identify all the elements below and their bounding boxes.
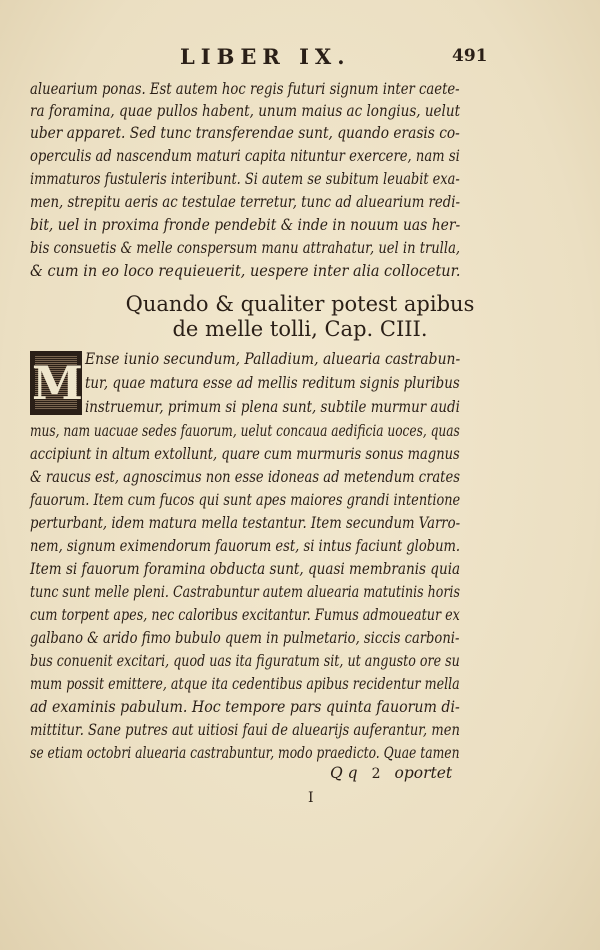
signature-number: 2 [371, 766, 381, 782]
text-line: uber apparet. Sed tunc transferendae sunt, quando erasis co- [30, 124, 460, 142]
text-line: Item si fauorum foramina obducta sunt, quasi membranis quia [30, 560, 461, 578]
text-line: & raucus est, agnoscimus non esse idoneas ad metendum crates [30, 468, 460, 486]
text-line: galbano & arido fimo bubulo quem in pulmetario, siccis carboni- [30, 629, 460, 647]
text-line: operculis ad nascendum maturi capita nituntur exercere, nam si [30, 147, 460, 165]
catchword: oportet [394, 764, 453, 782]
text-line: accipiunt in altum extollunt, quare cum murmuris sonus magnus [30, 445, 460, 463]
text-line: tunc sunt melle pleni. Castrabuntur autem aluearia matutinis horis [30, 583, 460, 601]
text-line: Ense iunio secundum, Palladium, aluearia castrabun- [85, 350, 461, 368]
text-line: perturbant, idem matura mella testantur. Item secundum Varro- [30, 514, 461, 532]
text-line: cum torpent apes, nec caloribus excitantur. Fumus admoueatur ex [30, 606, 460, 624]
footer-mark: I [308, 790, 314, 806]
text-line: bus conuenit excitari, quod uas ita figuratum sit, ut angusto ore su [30, 652, 460, 670]
text-line: bis consuetis & melle conspersum manu attrahatur, uel in trulla, [30, 239, 461, 257]
text-line: ra foramina, quae pullos habent, unum maius ac longius, uelut [30, 102, 461, 120]
text-line: nem, signum eximendorum fauorum est, si intus faciunt globum. [30, 537, 461, 555]
text-line: mum possit emittere, atque ita cedentibus apibus recidentur mella [30, 675, 460, 693]
initial-letter: M [32, 356, 83, 410]
text-line: mus, nam uacuae sedes fauorum, uelut concaua aedificia uoces, quas [30, 422, 460, 440]
text-line: se etiam octobri aluearia castrabuntur, modo praedicto. Quae tamen [30, 744, 460, 762]
text-line: instruemur, primum si plena sunt, subtile murmur audi [85, 398, 460, 416]
text-line: bit, uel in proxima fronde pendebit & inde in nouum uas her- [30, 216, 461, 234]
page-header [0, 40, 600, 70]
decorated-initial [30, 351, 82, 415]
chapter-heading: Quando & qualiter potest apibus [125, 292, 475, 316]
text-line: & cum in eo loco requieuerit, uespere inter alia collocetur. [30, 262, 461, 280]
folio-number: 491 [452, 46, 488, 66]
running-title: LIBER IX. [180, 44, 351, 69]
text-line: men, strepitu aeris ac testulae terretur, tunc ad aluearium redi- [30, 193, 461, 211]
chapter-heading: de melle tolli, Cap. CIII. [172, 317, 428, 341]
signature-mark: Q q [330, 764, 358, 782]
text-line: aluearium ponas. Est autem hoc regis futuri signum inter caete- [30, 80, 460, 98]
text-line: mittitur. Sane putres aut uitiosi faui de aluearijs auferantur, men [30, 721, 460, 739]
text-line: fauorum. Item cum fucos qui sunt apes maiores grandi intentione [30, 491, 461, 509]
text-line: ad examinis pabulum. Hoc tempore pars quinta fauorum di- [30, 698, 460, 716]
text-line: tur, quae matura esse ad mellis reditum signis pluribus [85, 374, 460, 392]
catchword-line [330, 764, 452, 782]
text-line: immaturos fustuleris interibunt. Si autem se subitum leuabit exa- [30, 170, 460, 188]
